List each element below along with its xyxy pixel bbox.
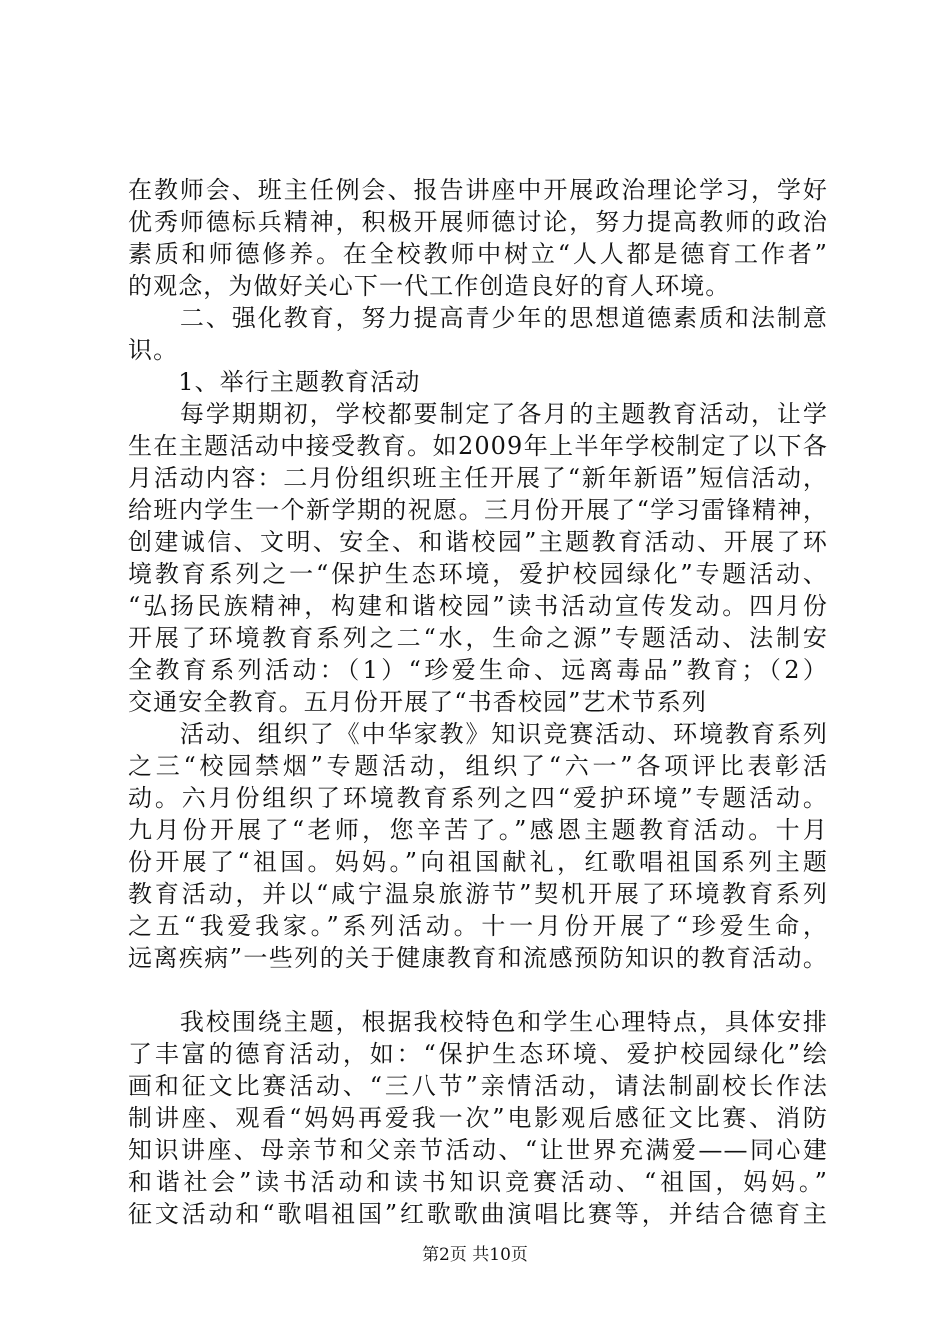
text-line: 每学期期初，学校都要制定了各月的主题教育活动，让学 bbox=[128, 400, 828, 428]
text-line: 月活动内容：二月份组织班主任开展了“新年新语”短信活动， bbox=[128, 464, 828, 492]
text-line: 份开展了“祖国。妈妈。”向祖国献礼，红歌唱祖国系列主题 bbox=[128, 848, 828, 876]
paragraph-gap bbox=[128, 974, 828, 1006]
text-line: 开展了环境教育系列之二“水，生命之源”专题活动、法制安 bbox=[128, 624, 828, 652]
text-line: 全教育系列活动：（1）“珍爱生命、远离毒品”教育；（2） bbox=[128, 656, 828, 684]
section-heading-line: 识。 bbox=[128, 336, 179, 364]
text-line: 活动、组织了《中华家教》知识竞赛活动、环境教育系列 bbox=[128, 720, 828, 748]
page-number-footer: 第2页 共10页 bbox=[422, 1245, 528, 1265]
text-line: 征文活动和“歌唱祖国”红歌歌曲演唱比赛等，并结合德育主 bbox=[128, 1200, 828, 1228]
text-line: 远离疾病”一些列的关于健康教育和流感预防知识的教育活动。 bbox=[128, 944, 828, 972]
text-line: 的观念，为做好关心下一代工作创造良好的育人环境。 bbox=[128, 272, 731, 300]
text-line: 九月份开展了“老师，您辛苦了。”感恩主题教育活动。十月 bbox=[128, 816, 828, 844]
subsection-heading: 1、举行主题教育活动 bbox=[128, 368, 421, 396]
text-line: 给班内学生一个新学期的祝愿。三月份开展了“学习雷锋精神， bbox=[128, 496, 828, 524]
text-line: 知识讲座、母亲节和父亲节活动、“让世界充满爱——同心建 bbox=[128, 1136, 828, 1164]
text-line: 制讲座、观看“妈妈再爱我一次”电影观后感征文比赛、消防 bbox=[128, 1104, 828, 1132]
body-text bbox=[128, 174, 828, 1230]
text-line: 和谐社会”读书活动和读书知识竞赛活动、“祖国，妈妈。” bbox=[128, 1168, 828, 1196]
text-line: 教育活动，并以“咸宁温泉旅游节”契机开展了环境教育系列 bbox=[128, 880, 828, 908]
text-line: 了丰富的德育活动，如：“保护生态环境、爱护校园绿化”绘 bbox=[128, 1040, 828, 1068]
text-line: “弘扬民族精神，构建和谐校园”读书活动宣传发动。四月份 bbox=[128, 592, 828, 620]
text-line: 优秀师德标兵精神，积极开展师德讨论，努力提高教师的政治 bbox=[128, 208, 828, 236]
text-line: 之五“我爱我家。”系列活动。十一月份开展了“珍爱生命， bbox=[128, 912, 828, 940]
text-line: 创建诚信、文明、安全、和谐校园”主题教育活动、开展了环 bbox=[128, 528, 828, 556]
text-line: 画和征文比赛活动、“三八节”亲情活动，请法制副校长作法 bbox=[128, 1072, 828, 1100]
section-heading-line: 二、强化教育，努力提高青少年的思想道德素质和法制意 bbox=[128, 304, 828, 332]
text-line: 之三“校园禁烟”专题活动，组织了“六一”各项评比表彰活 bbox=[128, 752, 828, 780]
text-line: 生在主题活动中接受教育。如2009年上半年学校制定了以下各 bbox=[128, 432, 828, 460]
text-line: 境教育系列之一“保护生态环境，爱护校园绿化”专题活动、 bbox=[128, 560, 828, 588]
text-line: 动。六月份组织了环境教育系列之四“爱护环境”专题活动。 bbox=[128, 784, 828, 812]
text-line: 在教师会、班主任例会、报告讲座中开展政治理论学习，学好 bbox=[128, 176, 828, 204]
text-line: 交通安全教育。五月份开展了“书香校园”艺术节系列 bbox=[128, 688, 707, 716]
text-line: 我校围绕主题，根据我校特色和学生心理特点，具体安排 bbox=[128, 1008, 828, 1036]
text-line: 素质和师德修养。在全校教师中树立“人人都是德育工作者” bbox=[128, 240, 828, 268]
